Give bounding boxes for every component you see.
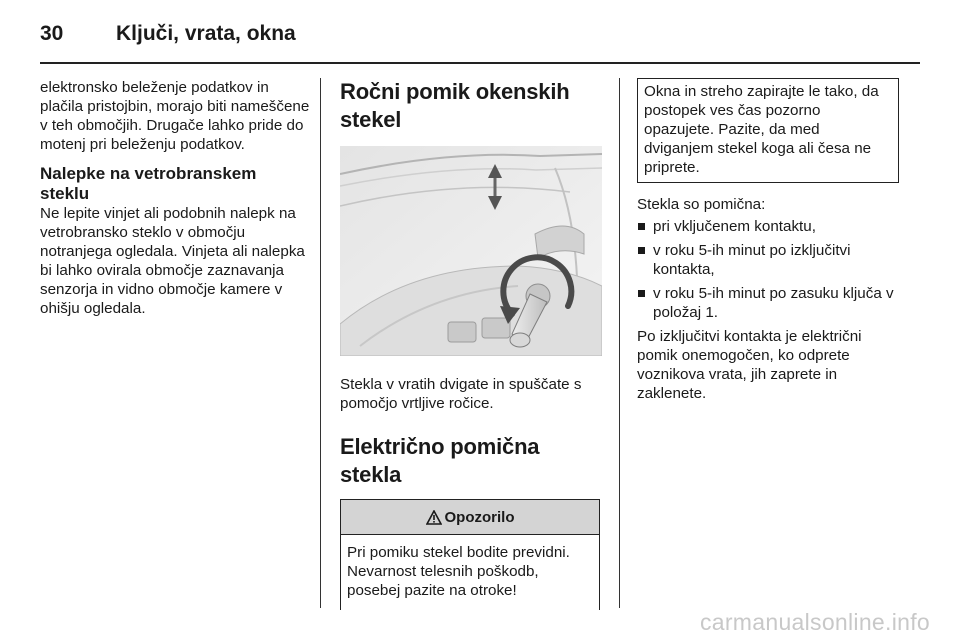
list-item: v roku 5-ih minut po zasuku ključa v položaj 1. <box>637 284 899 322</box>
list-item: v roku 5-ih minut po izključitvi kontakta, <box>637 241 899 279</box>
door-window-crank-icon <box>340 146 602 356</box>
bullet-square-icon <box>638 247 645 254</box>
warning-triangle-icon <box>426 510 442 525</box>
watermark: carmanualsonline.info <box>699 609 930 635</box>
warning-title: Opozorilo <box>444 508 515 526</box>
list-intro: Stekla so pomična: <box>637 196 766 213</box>
column-divider-1 <box>320 78 321 608</box>
intro-paragraph: elektronsko beleženje podatkov in plačila pristojbin, morajo biti nameščene v teh območjih. Drugače lahko pride do motenj pri beleženju podatkov. <box>40 79 310 153</box>
warning-body <box>341 535 599 610</box>
section-heading-stickers: Nalepke na vetrobranskem steklu <box>40 164 257 203</box>
warning-box <box>340 499 600 610</box>
conditions-list <box>637 217 899 322</box>
bullet-square-icon <box>638 223 645 230</box>
closing-paragraph: Po izključitvi kontakta je električni pomik onemogočen, ko odprete voznikova vrata, jih zaprete in zaklenete. <box>637 328 862 402</box>
column-2 <box>340 78 602 610</box>
column-3 <box>637 78 899 403</box>
header-divider <box>40 62 920 64</box>
chapter-title: Ključi, vrata, okna <box>116 22 296 45</box>
section-heading-manual-windows: Ročni pomik okenskih stekel <box>340 79 570 132</box>
page-header <box>40 14 296 54</box>
notice-text: Okna in streho zapirajte le tako, da postopek ves čas pozorno opazujete. Pazite, da med dviganjem stekel koga ali česa ne priprete. <box>644 83 879 176</box>
list-item: pri vključenem kontaktu, <box>637 217 899 236</box>
column-divider-2 <box>619 78 620 608</box>
page-number: 30 <box>40 22 64 45</box>
column-1 <box>40 78 310 318</box>
manual-windows-caption: Stekla v vratih dvigate in spuščate s pomočjo vrtljive ročice. <box>340 376 582 412</box>
section-heading-power-windows: Električno pomična stekla <box>340 434 540 487</box>
warning-header <box>341 499 599 535</box>
notice-box <box>637 78 899 183</box>
warning-text: Pri pomiku stekel bodite previdni. Nevarnost telesnih poškodb, posebej pazite na otroke! <box>347 544 570 599</box>
bullet-square-icon <box>638 290 645 297</box>
stickers-paragraph: Ne lepite vinjet ali podobnih nalepk na vetrobransko steklo v območju notranjega ogledala. Vinjeta ali nalepka bi lahko ovirala območje zaznavanja senzorja in vidno območje kamere v ohišju ogledala. <box>40 205 305 317</box>
